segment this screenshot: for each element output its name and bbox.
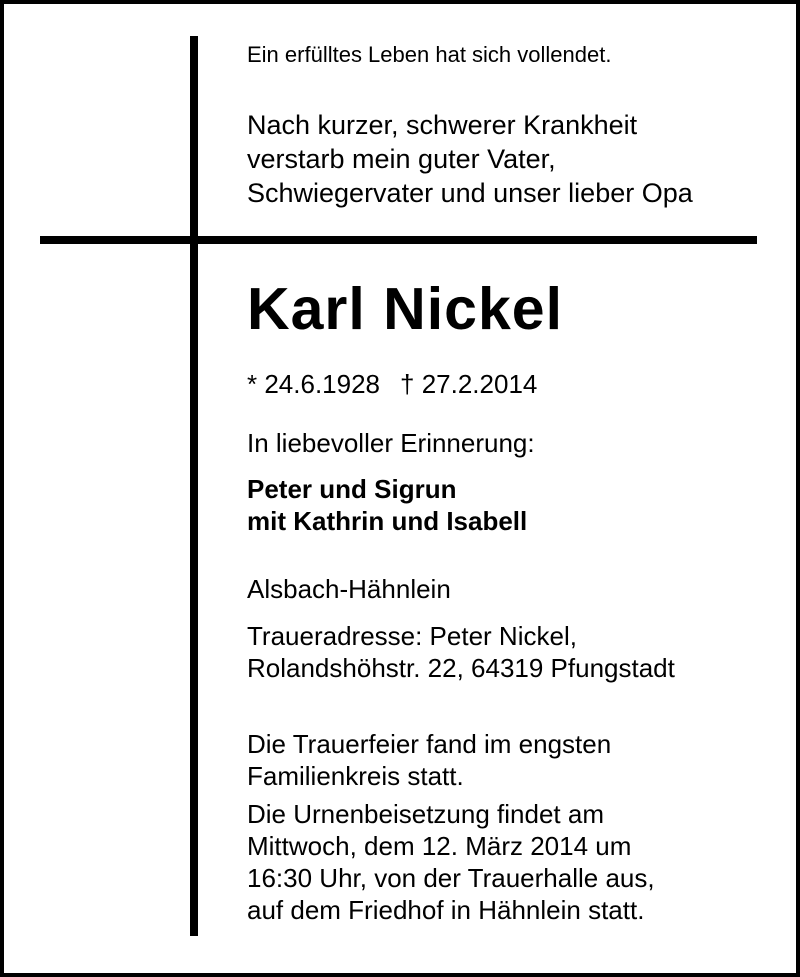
- burial-line: 16:30 Uhr, von der Trauerhalle aus,: [247, 863, 655, 893]
- burial-line: auf dem Friedhof in Hähnlein statt.: [247, 895, 645, 925]
- address-line: Rolandshöhstr. 22, 64319 Pfungstadt: [247, 653, 675, 683]
- birth-date: * 24.6.1928: [247, 369, 381, 399]
- place-name: Alsbach-Hähnlein: [247, 574, 451, 604]
- burial-line: Mittwoch, dem 12. März 2014 um: [247, 831, 632, 861]
- mourners-names: [247, 473, 527, 537]
- cause-text: [247, 108, 693, 210]
- burial-line: Die Urnenbeisetzung findet am: [247, 799, 604, 829]
- ceremony-line: Die Trauerfeier fand im engsten: [247, 729, 612, 759]
- mourning-address: [247, 620, 675, 684]
- cause-line: Nach kurzer, schwerer Krankheit: [247, 110, 638, 140]
- burial-text: [247, 798, 655, 926]
- life-dates: [247, 369, 537, 400]
- address-line: Traueradresse: Peter Nickel,: [247, 621, 577, 651]
- intro-text: Ein erfülltes Leben hat sich vollendet.: [247, 42, 612, 67]
- cause-line: Schwiegervater und unser lieber Opa: [247, 178, 693, 208]
- cross-horizontal-bar: [40, 236, 757, 244]
- death-date: † 27.2.2014: [400, 369, 538, 399]
- cause-line: verstarb mein guter Vater,: [247, 144, 556, 174]
- ceremony-line: Familienkreis statt.: [247, 761, 464, 791]
- deceased-name: Karl Nickel: [247, 276, 563, 342]
- mourners-line: Peter und Sigrun: [247, 474, 457, 504]
- mourners-line: mit Kathrin und Isabell: [247, 506, 528, 536]
- cross-vertical-bar: [190, 36, 198, 936]
- remembrance-text: In liebevoller Erinnerung:: [247, 428, 535, 458]
- ceremony-text: [247, 728, 611, 792]
